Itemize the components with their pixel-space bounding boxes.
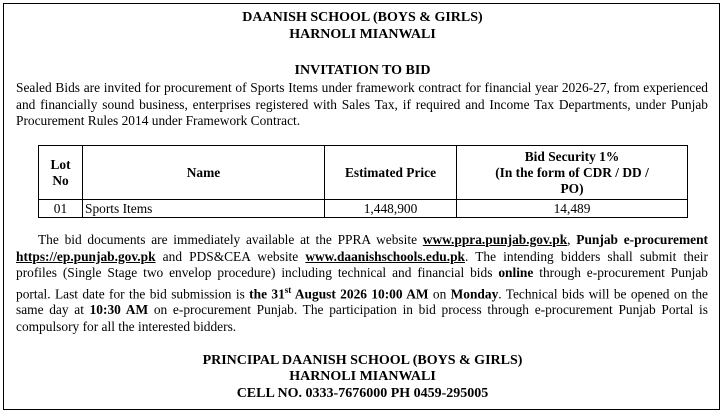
document-title: INVITATION TO BID	[294, 63, 431, 78]
header-lot-no	[39, 146, 83, 200]
body-bold-1: Punjab e-procurement	[576, 232, 708, 247]
deadline-date-sup: st	[284, 284, 292, 295]
header-security-line1: Bid Security 1%	[524, 148, 620, 164]
body-text-4: and PDS&CEA website	[155, 248, 306, 264]
cell-lot: 01	[39, 200, 83, 218]
body-text-9: on e-procurement Punjab. The participation in bid process through e-procurement Punjab Portal is compulsory for all the interested bidders.	[16, 302, 708, 334]
body-text-7: on	[428, 285, 451, 301]
footer-contact: CELL NO. 0333-7676000 PH 0459-295005	[236, 386, 489, 401]
header-security-line3: PO)	[560, 180, 584, 196]
table-row	[39, 200, 688, 218]
body-text-6: through e-procurement Punjab portal. Last date for the bid submission is	[16, 265, 708, 301]
header-lot-line1: Lot	[50, 156, 71, 172]
header-lot-line2: No	[52, 172, 69, 188]
table-header-row	[39, 146, 688, 200]
bid-table	[38, 145, 688, 218]
header-security-line2: (In the form of CDR / DD /	[495, 164, 649, 180]
school-name: DAANISH SCHOOL (BOYS & GIRLS)	[242, 10, 483, 25]
cell-price: 1,448,900	[325, 200, 457, 218]
school-location: HARNOLI MIANWALI	[289, 27, 436, 42]
body-text-8: . Technical bids will be opened on the same day at	[16, 285, 708, 318]
deadline-date-b: August 2026 10:00 AM	[291, 285, 429, 301]
deadline-date-a: the 31	[249, 285, 285, 301]
deadline-day: Monday	[450, 285, 499, 301]
cell-name: Sports Items	[83, 200, 325, 218]
ppra-link[interactable]: www.ppra.punjab.gov.pk	[422, 232, 568, 247]
opening-time: 10:30 AM	[89, 302, 149, 318]
ep-punjab-link[interactable]: https://ep.punjab.gov.pk	[16, 248, 156, 264]
header-bid-security	[457, 146, 688, 200]
footer-principal: PRINCIPAL DAANISH SCHOOL (BOYS & GIRLS)	[202, 353, 523, 368]
bid-details-paragraph	[16, 232, 708, 335]
intro-paragraph: Sealed Bids are invited for procurement of Sports Items under framework contract for financial year 2026-27, from experienced and financially sound business, enterprises registered with Sales Tax, if required and Income Tax Departments, under Punjab Procurement Rules 2014 under Framework Contract.	[16, 80, 708, 128]
body-text-2: ,	[567, 232, 577, 247]
cell-security: 14,489	[457, 200, 688, 218]
body-text-1: The bid documents are immediately available at the PPRA website	[38, 232, 423, 247]
header-estimated-price: Estimated Price	[325, 146, 457, 200]
daanish-schools-link[interactable]: www.daanishschools.edu.pk	[305, 248, 465, 264]
body-text-5: . The intending bidders shall submit their profiles (Single Stage two envelop procedure) including technical and financial bids	[16, 248, 708, 280]
footer-location: HARNOLI MIANWALI	[289, 369, 436, 384]
body-bold-online: online	[498, 265, 534, 280]
header-name: Name	[83, 146, 325, 200]
